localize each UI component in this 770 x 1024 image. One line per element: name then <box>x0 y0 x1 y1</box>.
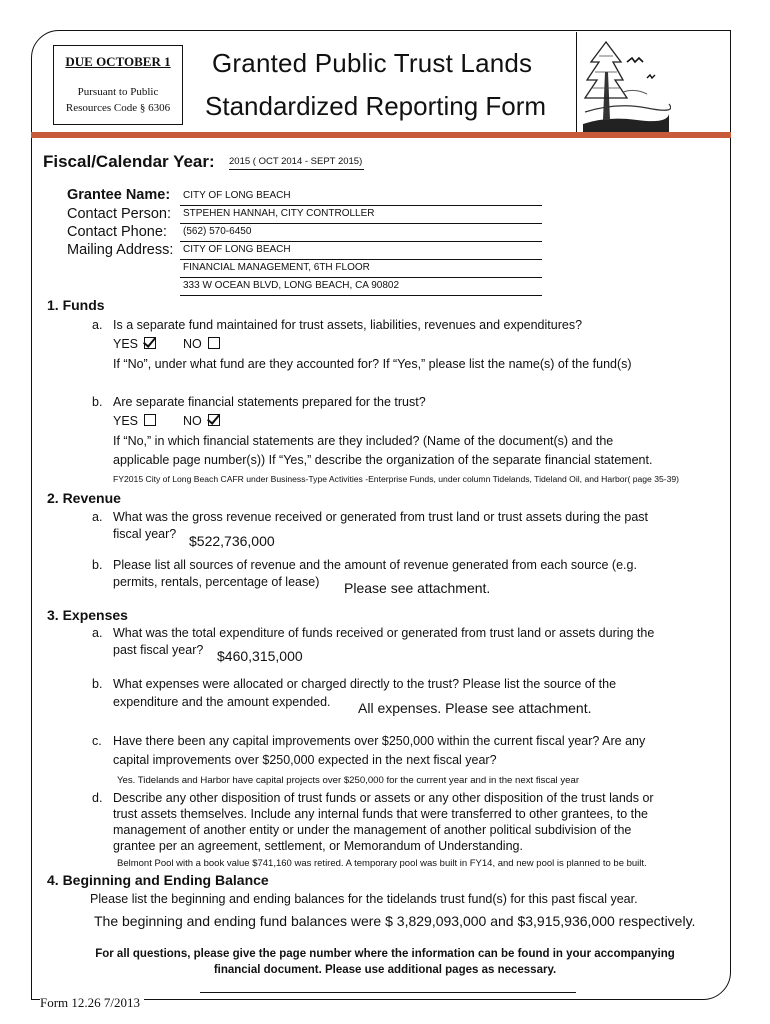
funds-b-answer[interactable]: FY2015 City of Long Beach CAFR under Business-Type Activities -Enterprise Funds, under column Tidelands, Tideland Oil, and Harbor( page 35-39) <box>113 474 680 484</box>
funds-b-no-option[interactable] <box>183 413 220 430</box>
state-lands-logo <box>576 32 671 132</box>
revenue-a-marker: a. <box>92 510 103 524</box>
expenses-b-answer[interactable]: All expenses. Please see attachment. <box>358 700 592 716</box>
revenue-a-question-line1: What was the gross revenue received or generated from trust land or trust assets during the past <box>113 510 648 524</box>
balance-heading: 4. Beginning and Ending Balance <box>47 872 269 888</box>
mailing-address-line3[interactable]: 333 W OCEAN BLVD, LONG BEACH, CA 90802 <box>180 279 542 296</box>
due-date-box <box>53 45 183 125</box>
expenses-b-marker: b. <box>92 677 103 691</box>
due-date-subtitle: Pursuant to Public Resources Code § 6306 <box>65 86 171 114</box>
contact-phone-label: Contact Phone: <box>67 224 167 240</box>
header-divider <box>31 132 731 138</box>
expenses-d-marker: d. <box>92 791 103 805</box>
mailing-address-line1[interactable]: CITY OF LONG BEACH <box>180 243 542 260</box>
grantee-name-field[interactable]: CITY OF LONG BEACH <box>180 189 542 206</box>
funds-b-followup-line1: If “No,” in which financial statements are they included? (Name of the document(s) and the <box>113 434 614 448</box>
revenue-a-answer[interactable]: $522,736,000 <box>189 533 275 549</box>
funds-b-yes-option[interactable] <box>113 413 156 430</box>
contact-phone-field[interactable]: (562) 570-6450 <box>180 225 542 242</box>
funds-a-no-checkbox[interactable] <box>208 337 220 349</box>
footer-divider <box>200 992 576 993</box>
funds-b-question: Are separate financial statements prepared for the trust? <box>113 395 426 409</box>
footer-note-line2: financial document. Please use additional pages as necessary. <box>213 964 557 976</box>
funds-b-followup-line2: applicable page number(s)) If “Yes,” describe the organization of the separate financial statement. <box>113 453 653 467</box>
expenses-a-question-line2: past fiscal year? <box>113 643 204 657</box>
expenses-c-marker: c. <box>92 734 102 748</box>
expenses-c-answer[interactable]: Yes. Tidelands and Harbor have capital projects over $250,000 for the current year and in the next fiscal year <box>117 775 580 786</box>
funds-b-no-label: NO <box>183 414 202 428</box>
form-number: Form 12.26 7/2013 <box>40 995 144 1011</box>
expenses-a-marker: a. <box>92 626 103 640</box>
expenses-d-question-line4: grantee per an agreement, settlement, or Memorandum of Understanding. <box>113 839 523 853</box>
funds-heading: 1. Funds <box>47 297 105 313</box>
expenses-d-question-line1: Describe any other disposition of trust funds or assets or any other disposition of the trust lands or <box>113 791 654 805</box>
mailing-address-line2[interactable]: FINANCIAL MANAGEMENT, 6TH FLOOR <box>180 261 542 278</box>
funds-b-marker: b. <box>92 395 103 409</box>
expenses-c-question-line2: capital improvements over $250,000 expected in the next fiscal year? <box>113 753 497 767</box>
funds-a-yes-checkbox[interactable] <box>144 337 156 349</box>
expenses-a-question-line1: What was the total expenditure of funds received or generated from trust land or assets during the <box>113 626 655 640</box>
expenses-d-question-line3: management of another entity or under the management of another political subdivision of the <box>113 823 632 837</box>
expenses-d-question-line2: trust assets themselves. Include any internal funds that were transferred to other grantees, to the <box>113 807 649 821</box>
expenses-c-question-line1: Have there been any capital improvements over $250,000 within the current fiscal year? Are any <box>113 734 646 748</box>
grantee-name-label: Grantee Name: <box>67 187 171 203</box>
expenses-d-answer[interactable]: Belmont Pool with a book value $741,160 was retired. A temporary pool was built in FY14, and new pool is planned to be built. <box>117 858 647 869</box>
tree-coast-icon <box>577 32 671 132</box>
fiscal-year-label: Fiscal/Calendar Year: <box>43 152 215 171</box>
funds-a-question: Is a separate fund maintained for trust assets, liabilities, revenues and expenditures? <box>113 318 583 332</box>
funds-b-yes-label: YES <box>113 414 139 428</box>
contact-person-label: Contact Person: <box>67 206 171 222</box>
funds-a-marker: a. <box>92 318 103 332</box>
funds-b-no-checkbox[interactable] <box>208 414 220 426</box>
expenses-b-question-line2: expenditure and the amount expended. <box>113 695 331 709</box>
funds-a-yes-label: YES <box>113 337 139 351</box>
funds-a-no-label: NO <box>183 337 202 351</box>
balance-answer[interactable]: The beginning and ending fund balances were $ 3,829,093,000 and $3,915,936,000 respectively. <box>94 913 696 929</box>
footer-note <box>40 946 730 978</box>
contact-person-field[interactable]: STPEHEN HANNAH, CITY CONTROLLER <box>180 207 542 224</box>
revenue-b-question-line1: Please list all sources of revenue and the amount of revenue generated from each source (e.g. <box>113 558 637 572</box>
mailing-address-label: Mailing Address: <box>67 242 174 258</box>
revenue-b-answer[interactable]: Please see attachment. <box>344 580 491 596</box>
due-date-title: DUE OCTOBER 1 <box>65 54 171 69</box>
footer-note-line1: For all questions, please give the page number where the information can be found in your accompanying <box>95 948 675 960</box>
expenses-a-answer[interactable]: $460,315,000 <box>217 648 303 664</box>
funds-a-no-option[interactable] <box>183 336 220 353</box>
fiscal-year-field[interactable]: 2015 ( OCT 2014 - SEPT 2015) <box>229 156 364 170</box>
form-title-line1: Granted Public Trust Lands <box>212 48 533 78</box>
balance-question: Please list the beginning and ending balances for the tidelands trust fund(s) for this past fiscal year. <box>90 892 638 906</box>
form-title-line2: Standardized Reporting Form <box>205 91 547 121</box>
revenue-b-question-line2: permits, rentals, percentage of lease) <box>113 575 320 589</box>
funds-a-yes-option[interactable] <box>113 336 156 353</box>
revenue-b-marker: b. <box>92 558 103 572</box>
expenses-b-question-line1: What expenses were allocated or charged directly to the trust? Please list the source of the <box>113 677 617 691</box>
funds-a-followup: If “No”, under what fund are they accounted for? If “Yes,” please list the name(s) of the fund(s) <box>113 357 632 371</box>
funds-b-yes-checkbox[interactable] <box>144 414 156 426</box>
revenue-a-question-line2: fiscal year? <box>113 527 177 541</box>
expenses-heading: 3. Expenses <box>47 607 128 623</box>
revenue-heading: 2. Revenue <box>47 490 121 506</box>
